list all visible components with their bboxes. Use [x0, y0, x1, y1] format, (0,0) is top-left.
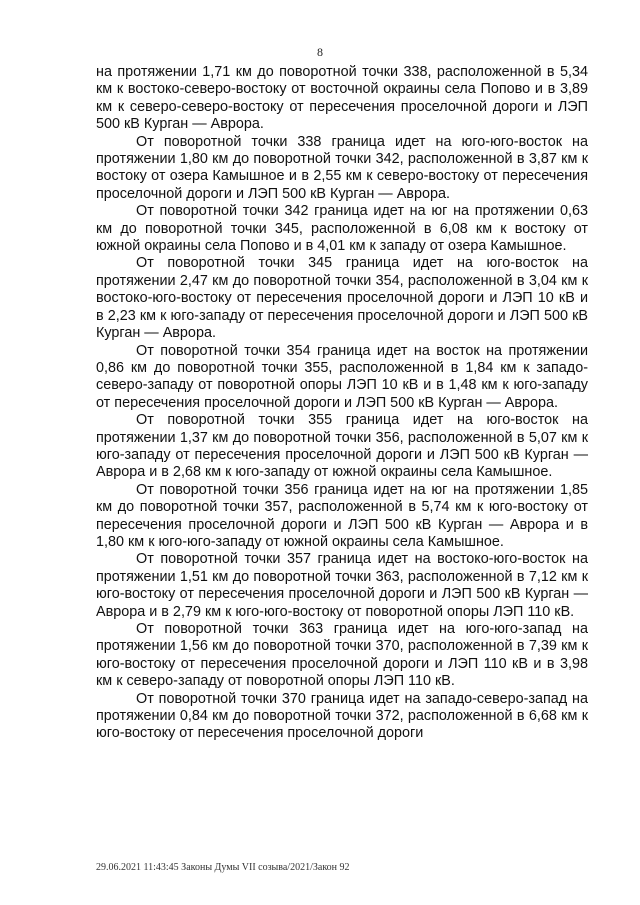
document-footer: 29.06.2021 11:43:45 Законы Думы VII созыва/2021/Закон 92 [96, 862, 350, 873]
paragraph: От поворотной точки 342 граница идет на юг на протяжении 0,63 км до поворотной точки 345, расположенной в 6,08 км к востоку от южной окраины села Попово и в 4,01 км к западу от озера Камышное. [96, 203, 588, 255]
page-number: 8 [317, 45, 323, 59]
paragraph: От поворотной точки 338 граница идет на юго-юго-восток на протяжении 1,80 км до поворотной точки 342, расположенной в 3,87 км к востоку от озера Камышное и в 2,55 км к северо-востоку от пересечения проселочной дороги и ЛЭП 500 кВ Курган — Аврора. [96, 133, 588, 202]
paragraph: От поворотной точки 354 граница идет на восток на протяжении 0,86 км до поворотной точки 355, расположенной в 1,84 км к западо-северо-западу от поворотной опоры ЛЭП 10 кВ и в 1,48 км к юго-западу от пересечения проселочной дороги и ЛЭП 500 кВ Курган — Аврора. [96, 342, 588, 411]
paragraph: на протяжении 1,71 км до поворотной точки 338, расположенной в 5,34 км к востоко-северо-востоку от восточной окраины села Попово и в 3,89 км к северо-северо-востоку от пересечения проселочной дороги и ЛЭП 500 кВ Курган — Аврора. [96, 64, 588, 133]
paragraph: От поворотной точки 370 граница идет на западо-северо-запад на протяжении 0,84 км до поворотной точки 372, расположенной в 6,68 км к юго-востоку от пересечения проселочной дороги [96, 690, 588, 742]
paragraph: От поворотной точки 356 граница идет на юг на протяжении 1,85 км до поворотной точки 357, расположенной в 5,74 км к юго-востоку от пересечения проселочной дороги и ЛЭП 500 кВ Курган — Аврора и в 1,80 км к юго-юго-западу от южной окраины села Камышное. [96, 481, 588, 550]
paragraph: От поворотной точки 363 граница идет на юго-юго-запад на протяжении 1,56 км до поворотной точки 370, расположенной в 7,39 км к юго-востоку от пересечения проселочной дороги и ЛЭП 110 кВ и в 3,98 км к северо-западу от поворотной опоры ЛЭП 110 кВ. [96, 621, 588, 690]
document-body [96, 64, 588, 743]
paragraph: От поворотной точки 355 граница идет на юго-восток на протяжении 1,37 км до поворотной точки 356, расположенной в 5,07 км к юго-западу от пересечения проселочной дороги и ЛЭП 500 кВ Курган — Аврора и в 2,68 км к юго-западу от южной окраины села Камышное. [96, 412, 588, 481]
paragraph: От поворотной точки 345 граница идет на юго-восток на протяжении 2,47 км до поворотной точки 354, расположенной в 3,04 км к востоко-юго-востоку от пересечения проселочной дороги и ЛЭП 10 кВ и в 2,23 км к юго-западу от пересечения проселочной дороги и ЛЭП 500 кВ Курган — Аврора. [96, 255, 588, 342]
paragraph: От поворотной точки 357 граница идет на востоко-юго-восток на протяжении 1,51 км до поворотной точки 363, расположенной в 7,12 км к юго-востоку от пересечения проселочной дороги и ЛЭП 500 кВ Курган — Аврора и в 2,79 км к юго-юго-востоку от поворотной опоры ЛЭП 110 кВ. [96, 551, 588, 620]
